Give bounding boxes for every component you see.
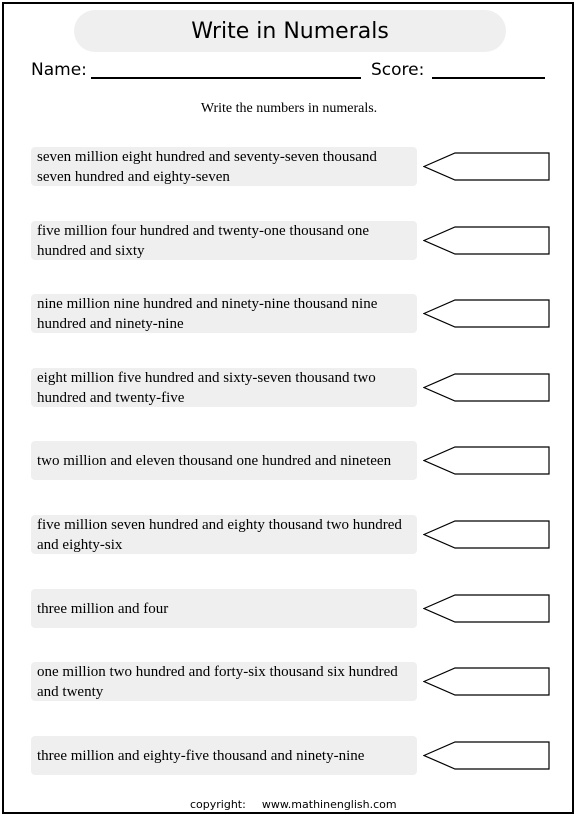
answer-arrow-shape	[423, 446, 551, 475]
question-label: nine million nine hundred and ninety-nine thousand nine hundred and ninety-nine	[37, 295, 378, 332]
question-label: five million seven hundred and eighty thousand two hundred and eighty-six	[37, 516, 402, 553]
question-text	[31, 221, 417, 260]
answer-box[interactable]	[423, 741, 551, 770]
answer-arrow-shape	[423, 741, 551, 770]
answer-arrow-shape	[423, 226, 551, 255]
answer-box[interactable]	[423, 226, 551, 255]
name-field[interactable]	[91, 77, 361, 79]
question-text	[31, 589, 417, 628]
answer-box[interactable]	[423, 373, 551, 402]
question-label: three million and four	[37, 600, 169, 617]
question-text	[31, 147, 417, 186]
question-label: five million four hundred and twenty-one thousand one hundred and sixty	[37, 222, 370, 259]
answer-box[interactable]	[423, 299, 551, 328]
question-text	[31, 662, 417, 701]
question-label: three million and eighty-five thousand and ninety-nine	[37, 747, 365, 764]
question-label: one million two hundred and forty-six thousand six hundred and twenty	[37, 663, 398, 700]
name-label: Name:	[31, 60, 87, 80]
answer-arrow-shape	[423, 152, 551, 181]
score-field[interactable]	[432, 77, 545, 79]
question-text	[31, 368, 417, 407]
answer-box[interactable]	[423, 667, 551, 696]
question-label: two million and eleven thousand one hundred and nineteen	[37, 452, 392, 469]
answer-arrow-shape	[423, 373, 551, 402]
question-text	[31, 441, 417, 480]
instructions: Write the numbers in numerals.	[200, 101, 378, 116]
answer-box[interactable]	[423, 446, 551, 475]
copyright-label: copyright:	[190, 798, 246, 811]
answer-box[interactable]	[423, 594, 551, 623]
answer-box[interactable]	[423, 520, 551, 549]
footer-url: www.mathinenglish.com	[261, 798, 397, 811]
answer-box[interactable]	[423, 152, 551, 181]
question-text	[31, 294, 417, 333]
answer-arrow-shape	[423, 594, 551, 623]
answer-arrow-shape	[423, 520, 551, 549]
score-label: Score:	[371, 60, 425, 80]
footer	[190, 798, 397, 811]
question-label: seven million eight hundred and seventy-seven thousand seven hundred and eighty-seven	[37, 148, 377, 185]
question-text	[31, 515, 417, 554]
answer-arrow-shape	[423, 667, 551, 696]
worksheet-title-text: Write in Numerals	[191, 18, 389, 44]
question-text	[31, 736, 417, 775]
question-label: eight million five hundred and sixty-seven thousand two hundred and twenty-five	[37, 369, 376, 406]
worksheet-title	[74, 10, 506, 52]
answer-arrow-shape	[423, 299, 551, 328]
